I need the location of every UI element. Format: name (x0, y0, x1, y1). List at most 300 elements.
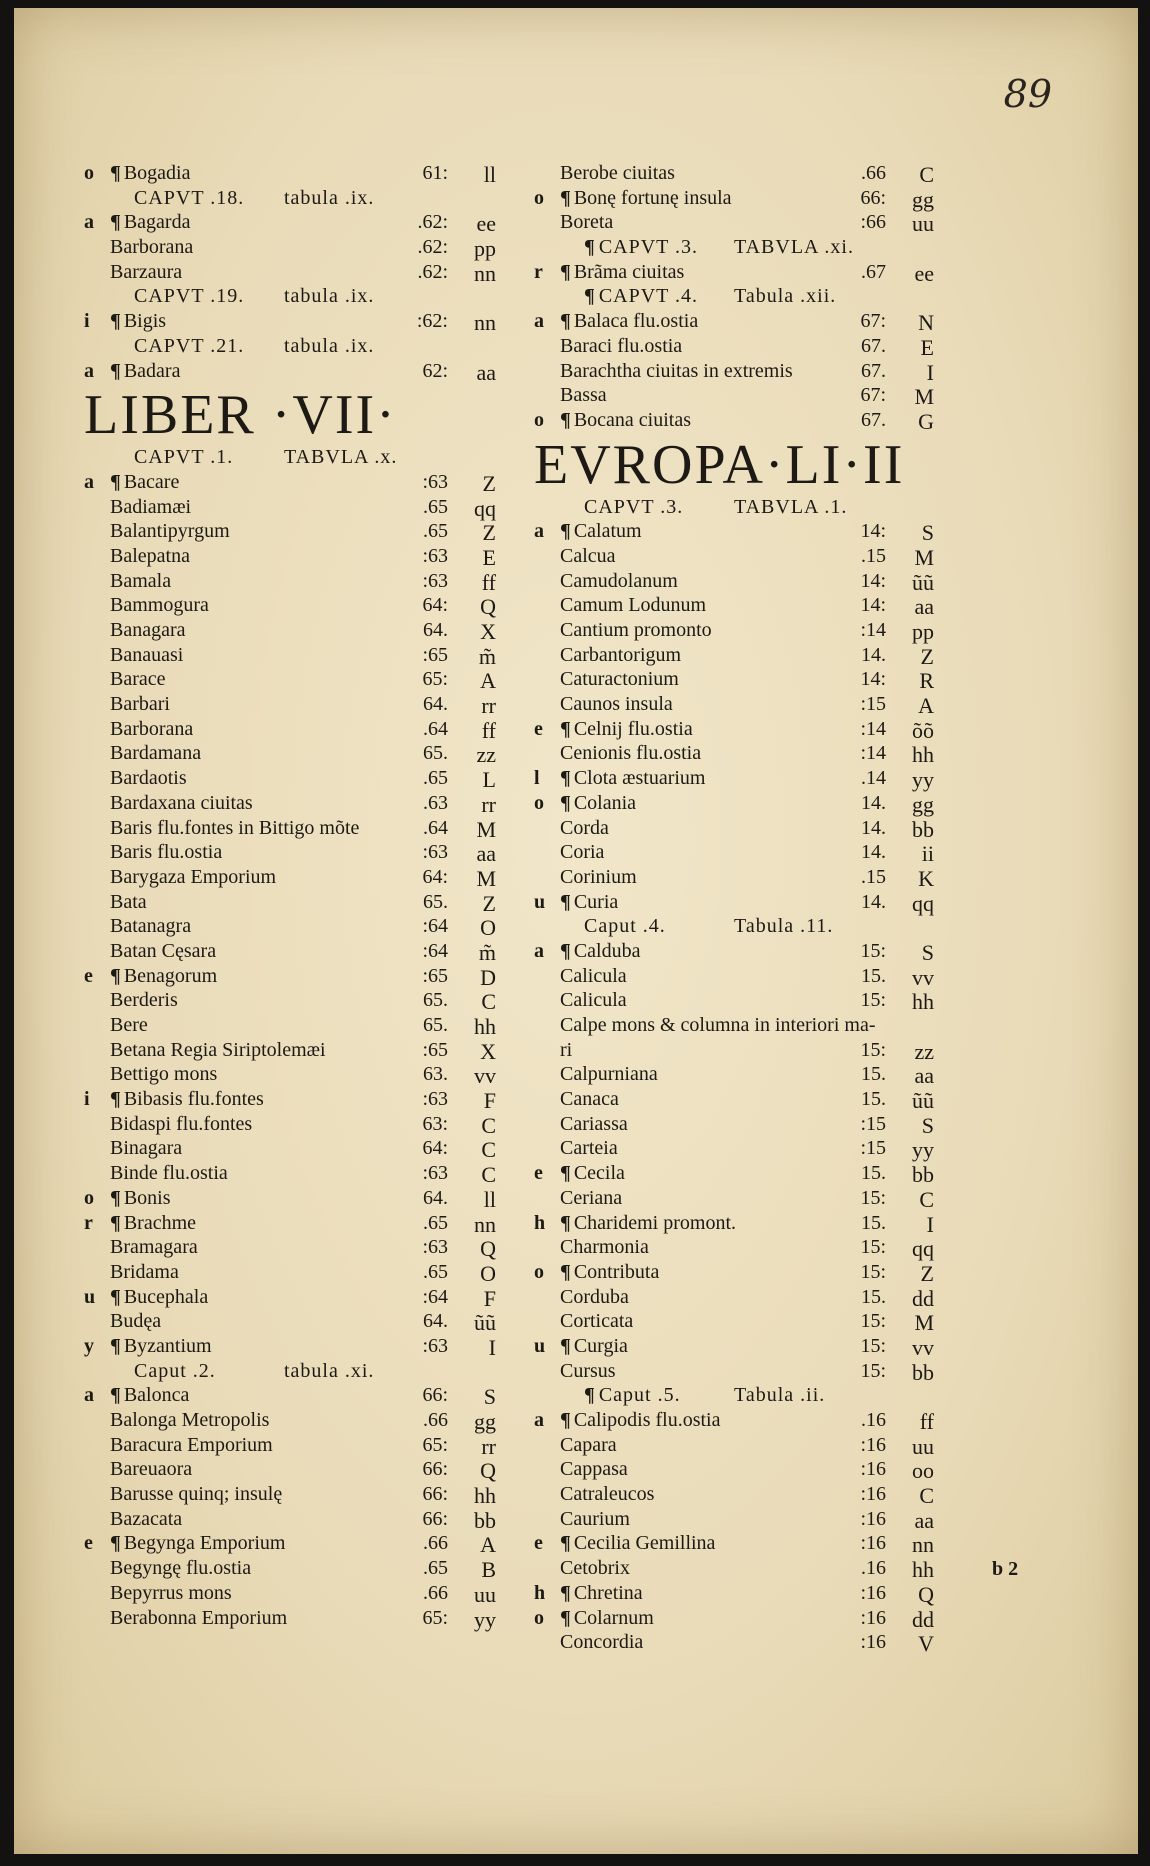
page-ref: .65 (423, 767, 448, 790)
page-ref: 65: (422, 668, 448, 691)
entry-name: ¶ Balaca flu.ostia (560, 310, 698, 333)
grid-ref: bb (474, 1507, 496, 1533)
page-ref: :63 (422, 1088, 448, 1111)
margin-letter: a (534, 1409, 544, 1431)
index-entry (534, 520, 934, 545)
entry-name: ¶ Colania (560, 792, 636, 815)
entry-name: Betana Regia Siriptolemæi (110, 1038, 326, 1061)
entry-name: Bammogura (110, 594, 209, 617)
page-ref: .16 (861, 1557, 886, 1580)
chapter-label: Caput .2. (134, 1359, 216, 1382)
entry-name: Calpe mons & columna in interiori ma- (560, 1014, 876, 1036)
index-entry (534, 1212, 934, 1237)
page-ref: .67 (861, 260, 886, 283)
page-ref: :14 (860, 619, 886, 641)
margin-letter: y (84, 1334, 94, 1357)
index-entry (534, 668, 934, 693)
grid-ref: ũũ (474, 1310, 496, 1336)
grid-ref: ff (481, 569, 496, 595)
index-entry (84, 1014, 496, 1039)
index-entry (534, 1137, 934, 1162)
entry-name: Bassa (560, 384, 607, 407)
grid-ref: C (481, 989, 496, 1015)
page-ref: 14. (861, 643, 886, 666)
page-ref: .65 (423, 1211, 448, 1234)
grid-ref: dd (912, 1285, 934, 1311)
index-entry (534, 1286, 934, 1311)
grid-ref: pp (474, 236, 496, 262)
entry-name: Banagara (110, 619, 186, 641)
index-entry (534, 644, 934, 669)
entry-name: ¶ Bagarda (110, 211, 190, 234)
page-ref: 15: (860, 1310, 886, 1333)
margin-letter: e (534, 717, 543, 740)
entry-name: Boreta (560, 211, 614, 234)
entry-name: Berderis (110, 989, 178, 1012)
entry-name: ¶ Cecilia Gemillina (560, 1532, 715, 1555)
page-ref: .65 (423, 495, 448, 518)
chapter-heading (84, 335, 496, 360)
grid-ref: M (476, 816, 496, 842)
index-entry (534, 1088, 934, 1113)
margin-letter: o (534, 408, 544, 431)
page-ref: 15: (860, 989, 886, 1012)
entry-name: Baraci flu.ostia (560, 334, 683, 357)
index-entry (84, 1261, 496, 1286)
grid-ref: zz (914, 1038, 934, 1064)
margin-letter: e (84, 1532, 93, 1555)
index-entry (534, 1113, 934, 1138)
grid-ref: aa (476, 359, 496, 385)
entry-name: ¶ Cecila (560, 1162, 625, 1185)
table-label: TABVLA .x. (284, 446, 398, 469)
chapter-label: ¶ Caput .5. (584, 1384, 681, 1407)
page-ref: 15. (861, 1088, 886, 1111)
entry-name: ¶ Bonis (110, 1187, 171, 1210)
page-ref: 15. (861, 1063, 886, 1086)
page-ref: 65. (423, 742, 448, 765)
entry-name: Coria (560, 841, 605, 864)
index-entry (84, 211, 496, 236)
margin-letter: e (84, 964, 93, 987)
page-ref: 66: (860, 186, 886, 209)
index-entry (534, 409, 934, 434)
index-entry (534, 767, 934, 792)
page-ref: 65. (423, 1014, 448, 1036)
margin-letter: o (534, 1260, 544, 1283)
index-entry (534, 1236, 934, 1261)
index-entry (84, 1557, 496, 1582)
margin-letter: a (534, 520, 544, 543)
entry-name: ¶ Colarnum (560, 1607, 654, 1630)
index-entry (84, 594, 496, 619)
grid-ref: M (914, 544, 934, 570)
table-label: tabula .xi. (284, 1359, 375, 1382)
page-ref: :63 (422, 1162, 448, 1185)
entry-name: ¶ Bucephala (110, 1286, 208, 1309)
entry-name: Cursus (560, 1359, 616, 1382)
grid-ref: M (914, 1310, 934, 1336)
page-ref: 64: (422, 865, 448, 888)
index-entry (84, 644, 496, 669)
margin-letter: i (84, 1088, 90, 1111)
chapter-label: CAPVT .3. (584, 495, 684, 518)
grid-ref: S (483, 1384, 496, 1410)
index-entry (84, 668, 496, 693)
index-entry (84, 1310, 496, 1335)
chapter-heading (84, 187, 496, 212)
index-entry (534, 619, 934, 644)
page-ref: 64. (423, 1186, 448, 1209)
page-ref: 64. (423, 693, 448, 716)
index-entry (534, 1335, 934, 1360)
page-ref: 15: (860, 1236, 886, 1259)
grid-ref: I (488, 1334, 496, 1360)
index-entry (534, 742, 934, 767)
margin-letter: a (84, 211, 94, 234)
entry-name: ¶ Bonę fortunę insula (560, 187, 732, 210)
table-label: tabula .ix. (284, 334, 375, 357)
index-entry (534, 545, 934, 570)
index-entry (84, 1162, 496, 1187)
margin-signature: b 2 (992, 1558, 1019, 1580)
page-ref: :15 (860, 1112, 886, 1135)
grid-ref: hh (474, 1483, 496, 1509)
page-ref: 14: (860, 520, 886, 543)
entry-name: Baris flu.fontes in Bittigo mõte (110, 816, 360, 839)
grid-ref: uu (474, 1581, 496, 1607)
index-entry (84, 545, 496, 570)
page-ref: 65: (422, 1606, 448, 1629)
entry-name: Bramagara (110, 1236, 198, 1259)
entry-name: Balonga Metropolis (110, 1409, 270, 1431)
page-ref: 67: (860, 310, 886, 333)
entry-name: Bamala (110, 569, 172, 592)
grid-ref: Z (920, 1260, 934, 1286)
page-ref: .15 (861, 865, 886, 888)
grid-ref: qq (474, 495, 496, 521)
entry-name: ¶ Clota æstuarium (560, 767, 705, 790)
grid-ref: G (918, 408, 934, 434)
index-entry (534, 1360, 934, 1385)
entry-name: Balepatna (110, 544, 190, 567)
entry-name: Balantipyrgum (110, 520, 230, 543)
index-entry (84, 1113, 496, 1138)
chapter-label: CAPVT .18. (134, 186, 245, 209)
page-ref: .65 (423, 520, 448, 543)
margin-letter: o (84, 1186, 94, 1209)
entry-name: Concordia (560, 1631, 644, 1654)
entry-name: Barborana (110, 717, 194, 740)
entry-name: Bettigo mons (110, 1063, 218, 1086)
index-entry (534, 335, 934, 360)
index-entry (84, 162, 496, 187)
index-entry (534, 211, 934, 236)
index-entry (534, 965, 934, 990)
entry-name: ¶ Bacare (110, 471, 179, 494)
page-ref: 15: (860, 939, 886, 962)
grid-ref: nn (474, 260, 496, 286)
index-entry (534, 1434, 934, 1459)
index-entry (84, 891, 496, 916)
index-entry (534, 1039, 934, 1064)
index-entry (534, 187, 934, 212)
grid-ref: X (480, 619, 496, 644)
page-ref: 65. (423, 890, 448, 913)
page-ref: .65 (423, 1260, 448, 1283)
index-entry (534, 594, 934, 619)
page-ref: 66: (422, 1458, 448, 1481)
grid-ref: zz (476, 742, 496, 768)
entry-name: Barzaura (110, 260, 183, 283)
page-ref: 15. (861, 964, 886, 987)
table-label: TABVLA .xi. (734, 236, 854, 259)
index-entry (534, 1310, 934, 1335)
page-ref: 14: (860, 668, 886, 691)
index-entry (534, 1508, 934, 1533)
page-ref: .66 (423, 1409, 448, 1431)
page-ref: 67. (861, 408, 886, 431)
margin-letter: a (84, 359, 94, 382)
index-entry (84, 989, 496, 1014)
grid-ref: M (914, 384, 934, 410)
entry-name: Calicula (560, 964, 627, 987)
entry-name: Calpurniana (560, 1063, 658, 1086)
page-ref: 15: (860, 1038, 886, 1061)
entry-name: Ceriana (560, 1186, 623, 1209)
entry-name: Barachtha ciuitas in extremis (560, 359, 793, 382)
page-ref: .62: (417, 211, 448, 234)
page-ref: .62: (417, 260, 448, 283)
page-ref: :15 (860, 693, 886, 716)
index-entry (84, 310, 496, 335)
grid-ref: hh (912, 989, 934, 1015)
index-entry (534, 1261, 934, 1286)
entry-name: Cetobrix (560, 1557, 630, 1580)
index-entry (534, 310, 934, 335)
page-ref: 65. (423, 989, 448, 1012)
page-ref: :63 (422, 470, 448, 493)
index-entry (84, 693, 496, 718)
margin-letter: r (534, 260, 543, 283)
index-entry (534, 1014, 934, 1039)
page-ref: :16 (860, 1483, 886, 1506)
page-ref: :63 (422, 1236, 448, 1259)
entry-name: Baracura Emporium (110, 1433, 273, 1456)
entry-name: Binagara (110, 1137, 183, 1160)
grid-ref: ll (483, 1186, 496, 1212)
grid-ref: rr (481, 693, 496, 719)
page-ref: 15. (861, 1162, 886, 1185)
grid-ref: L (482, 767, 496, 793)
page-ref: :14 (860, 717, 886, 740)
page-ref: 14: (860, 569, 886, 592)
grid-ref: qq (912, 1236, 934, 1262)
page-ref: :16 (860, 1433, 886, 1456)
grid-ref: A (480, 668, 496, 694)
grid-ref: C (481, 1112, 496, 1138)
grid-ref: ii (921, 841, 934, 867)
page-ref: :66 (860, 211, 886, 234)
grid-ref: Z (482, 520, 496, 546)
entry-name: Carbantorigum (560, 643, 682, 666)
chapter-label: CAPVT .19. (134, 285, 245, 308)
grid-ref: Q (480, 594, 496, 620)
index-entry (534, 1631, 934, 1656)
grid-ref: aa (914, 1063, 934, 1089)
page-ref: 64: (422, 1137, 448, 1160)
page-ref: .62: (417, 236, 448, 259)
entry-name: Berobe ciuitas (560, 162, 675, 184)
entry-name: ¶ Chretina (560, 1582, 643, 1605)
page-ref: 66: (422, 1384, 448, 1407)
entry-name: ¶ Celnij flu.ostia (560, 718, 693, 741)
margin-letter: u (84, 1285, 96, 1308)
entry-name: ¶ Brãma ciuitas (560, 261, 684, 284)
section-heading: EVROPA·LI·II (534, 433, 905, 496)
grid-ref: F (483, 1285, 496, 1311)
entry-name: Bardaotis (110, 767, 187, 790)
index-entry (84, 1582, 496, 1607)
entry-name: Berabonna Emporium (110, 1606, 288, 1629)
grid-ref: yy (912, 1137, 934, 1163)
entry-name: ¶ Begynga Emporium (110, 1532, 285, 1555)
page-ref: :16 (860, 1606, 886, 1629)
index-entry (84, 570, 496, 595)
margin-letter: a (84, 1384, 94, 1407)
page-ref: :65 (422, 643, 448, 666)
page-ref: :15 (860, 1137, 886, 1160)
index-entry (534, 384, 934, 409)
entry-name: ¶ Charidemi promont. (560, 1212, 736, 1235)
grid-ref: V (918, 1631, 934, 1657)
page-ref: .14 (861, 767, 886, 790)
entry-name: Barace (110, 668, 166, 691)
entry-name: Bazacata (110, 1507, 183, 1530)
page-ref: 15: (860, 1260, 886, 1283)
entry-name: Camudolanum (560, 569, 678, 592)
grid-ref: X (480, 1038, 496, 1064)
entry-name: Cariassa (560, 1112, 628, 1135)
entry-name: Banauasi (110, 643, 184, 666)
index-entry (84, 1236, 496, 1261)
index-entry (84, 841, 496, 866)
grid-ref: ee (476, 211, 496, 237)
index-entry (534, 989, 934, 1014)
grid-ref: aa (914, 594, 934, 620)
grid-ref: hh (912, 742, 934, 768)
entry-name: Corda (560, 816, 609, 839)
entry-name: Caurium (560, 1507, 630, 1530)
margin-letter: u (534, 1334, 546, 1357)
page-ref: 15: (860, 1359, 886, 1382)
page-ref: :62: (416, 310, 448, 333)
index-entry (84, 1384, 496, 1409)
grid-ref: ff (919, 1409, 934, 1434)
page-ref: 64. (423, 619, 448, 641)
entry-name: Calcua (560, 544, 616, 567)
grid-ref: qq (912, 890, 934, 916)
entry-name: ¶ Calipodis flu.ostia (560, 1409, 720, 1432)
entry-name: Corduba (560, 1285, 629, 1308)
grid-ref: I (926, 1211, 934, 1237)
page-ref: .66 (861, 162, 886, 184)
entry-name: Carteia (560, 1137, 618, 1160)
entry-name: Calicula (560, 989, 627, 1012)
index-entry (84, 718, 496, 743)
entry-name: Bardaxana ciuitas (110, 791, 253, 814)
index-entry (84, 1483, 496, 1508)
index-entry (84, 1458, 496, 1483)
entry-name: Binde flu.ostia (110, 1162, 228, 1185)
grid-ref: Q (918, 1581, 934, 1607)
page-ref: 61: (422, 162, 448, 184)
grid-ref: B (481, 1557, 496, 1583)
chapter-label: CAPVT .1. (134, 446, 234, 469)
page-ref: :16 (860, 1581, 886, 1604)
entry-name: Camum Lodunum (560, 594, 707, 617)
grid-ref: vv (912, 1334, 934, 1360)
entry-name: ¶ Byzantium (110, 1335, 212, 1358)
page-ref: 65: (422, 1433, 448, 1456)
grid-ref: aa (476, 841, 496, 867)
entry-name: Budęa (110, 1310, 162, 1333)
grid-ref: hh (912, 1557, 934, 1583)
page-ref: 14: (860, 594, 886, 617)
entry-name: ¶ Curia (560, 891, 618, 914)
entry-name: Cenionis flu.ostia (560, 742, 702, 765)
page-ref: 14. (861, 791, 886, 814)
page-ref: 15. (861, 1211, 886, 1234)
margin-letter: e (534, 1162, 543, 1185)
index-entry (84, 360, 496, 385)
index-entry (534, 261, 934, 286)
index-entry (84, 767, 496, 792)
page-ref: 14. (861, 816, 886, 839)
index-entry (84, 1088, 496, 1113)
grid-ref: õõ (912, 717, 934, 743)
chapter-label: ¶ CAPVT .4. (584, 285, 698, 308)
margin-letter: o (534, 1606, 544, 1629)
index-entry (534, 841, 934, 866)
grid-ref: gg (474, 1409, 496, 1434)
grid-ref: rr (481, 1433, 496, 1459)
entry-name: Catraleucos (560, 1483, 655, 1506)
chapter-heading (84, 1360, 496, 1385)
grid-ref: oo (912, 1458, 934, 1484)
margin-letter: i (84, 310, 90, 333)
index-entry (84, 1039, 496, 1064)
grid-ref: yy (474, 1606, 496, 1632)
page-ref: :65 (422, 1038, 448, 1061)
margin-letter: r (84, 1211, 93, 1234)
page-ref: :16 (860, 1532, 886, 1555)
index-entry (534, 1409, 934, 1434)
margin-letter: l (534, 767, 540, 790)
grid-ref: N (918, 310, 934, 336)
grid-ref: dd (912, 1606, 934, 1632)
grid-ref: Z (920, 643, 934, 669)
grid-ref: A (918, 693, 934, 719)
grid-ref: C (919, 1483, 934, 1509)
grid-ref: vv (912, 964, 934, 990)
index-entry (534, 162, 934, 187)
chapter-heading (534, 496, 934, 521)
margin-letter: o (534, 791, 544, 814)
section-heading: LIBER ·VII· (84, 384, 397, 447)
entry-name: Bere (110, 1014, 148, 1036)
entry-name: Bareuaora (110, 1458, 193, 1481)
